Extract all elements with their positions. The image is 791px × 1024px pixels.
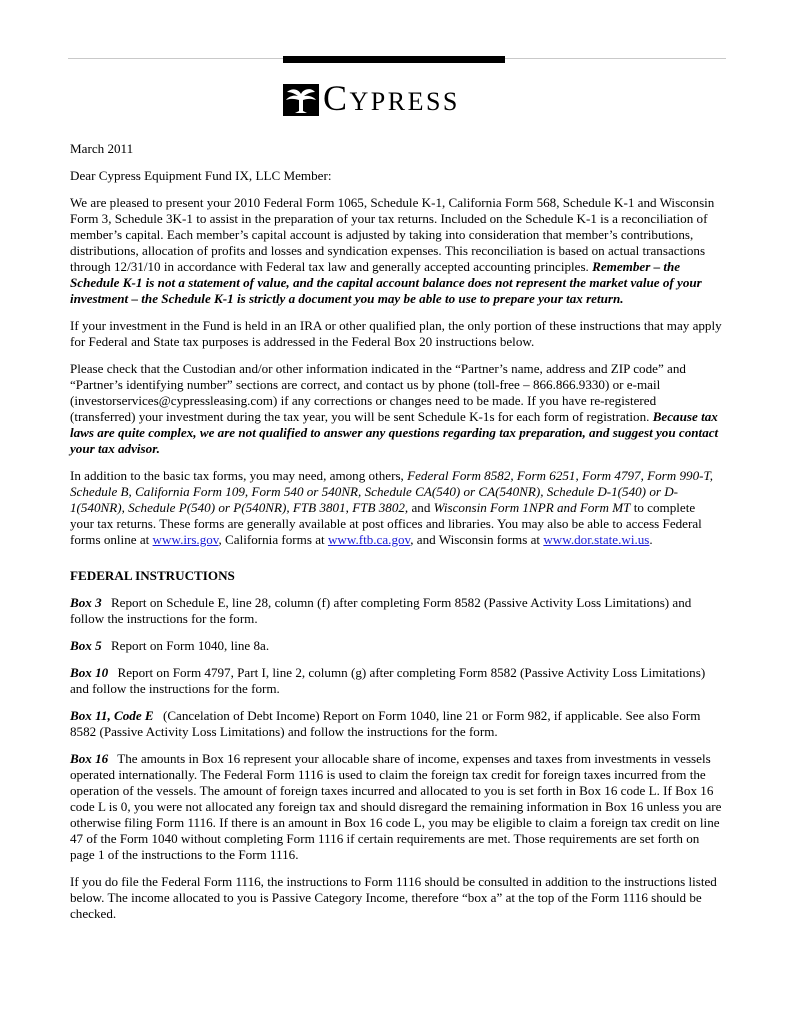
irs-link[interactable]: www.irs.gov <box>152 532 219 547</box>
box-16-instruction: Box 16 The amounts in Box 16 represent your allocable share of income, expenses and taxes from investments in vessels operated internationally. The Federal Form 1116 is used to claim the foreign tax credit for foreign taxes incurred from the operation of the vessels. The amount of foreign taxes incurred and allocated to you is set forth in Box 16 code L. If Box 16 code L is 0, you were not allocated any foreign tax and should disregard the remaining information in Box 16 unless you are otherwise filing Form 1116. If there is an amount in Box 16 code L, you may be eligible to claim a foreign tax credit on line 47 of the Form 1040 without completing Form 1116 if certain requirements are met. Those requirements are set forth on page 1 of the instructions to the Form 1116. <box>70 751 722 862</box>
letter-date: March 2011 <box>70 141 134 156</box>
header-rule-thick <box>283 56 505 63</box>
federal-instructions-heading: FEDERAL INSTRUCTIONS <box>70 568 235 583</box>
tax-advice-disclaimer: Because tax laws are quite complex, we are not qualified to answer any questions regarding tax preparation, and suggest you contact your tax advisor. <box>70 409 719 456</box>
intro-paragraph: We are pleased to present your 2010 Federal Form 1065, Schedule K-1, California Form 568, Schedule K-1 and Wisconsin Form 3, Schedule 3K-1 to assist in the preparation of your tax returns. Included on the Schedule K-1 is a reconciliation of member’s capital. Each member’s capital account is adjusted by taking into consideration that member’s contributions, distributions, allocation of profits and losses and syndication expenses. This reconciliation is based on actual transactions through 12/31/10 in accordance with Federal tax law and generally accepted accounting principles. Remember – the Schedule K-1 is not a statement of value, and the capital account balance does not represent the market value of your investment – the Schedule K-1 is strictly a document you may be able to use to prepare your tax return. <box>70 195 715 306</box>
form-1116-paragraph: If you do file the Federal Form 1116, the instructions to Form 1116 should be consulted in addition to the instructions listed below. The income allocated to you is Passive Category Income, therefore “box a” at the top of the Form 1116 should be checked. <box>70 874 717 921</box>
contact-paragraph: Please check that the Custodian and/or other information indicated in the “Partner’s name, address and ZIP code” and “Partner’s identifying number” sections are correct, and contact us by phone (toll-free – 866.866.9330) or e-mail (investorservices@cypressleasing.com) if any corrections or changes need to be made. If you have re-registered (transferred) your investment during the tax year, you will be sent Schedule K-1s for each form of registration. Because tax laws are quite complex, we are not qualified to answer any questions regarding tax preparation, and suggest you contact your tax advisor. <box>70 361 719 456</box>
company-name: CYPRESS <box>323 78 460 118</box>
company-logo <box>283 80 460 120</box>
dor-link[interactable]: www.dor.state.wi.us <box>543 532 650 547</box>
letter-body <box>70 141 722 933</box>
ira-paragraph: If your investment in the Fund is held in an IRA or other qualified plan, the only portion of these instructions that may apply for Federal and State tax purposes is addressed in the Federal Box 20 instructions below. <box>70 318 722 349</box>
box-5-instruction: Box 5 Report on Form 1040, line 8a. <box>70 638 270 653</box>
k1-disclaimer: Remember – the Schedule K-1 is not a statement of value, and the capital account balance does not represent the market value of your investment – the Schedule K-1 is strictly a document you may be able to use to prepare your tax return. <box>70 259 702 306</box>
box-3-instruction: Box 3 Report on Schedule E, line 28, column (f) after completing Form 8582 (Passive Activity Loss Limitations) and follow the instructions for the form. <box>70 595 692 626</box>
forms-paragraph: In addition to the basic tax forms, you may need, among others, Federal Form 8582, Form 6251, Form 4797, Form 990-T, Schedule B, California Form 109, Form 540 or 540NR, Schedule CA(540) or CA(540NR), Schedule D-1(540) or D-1(540NR), Schedule P(540) or P(540NR), FTB 3801, FTB 3802, and Wisconsin Form 1NPR and Form MT to complete your tax returns. These forms are generally available at post offices and libraries. You may also be able to access Federal forms online at www.irs.gov, California forms at www.ftb.ca.gov, and Wisconsin forms at www.dor.state.wi.us. <box>70 468 714 547</box>
box-11-instruction: Box 11, Code E (Cancelation of Debt Income) Report on Form 1040, line 21 or Form 982, if applicable. See also Form 8582 (Passive Activity Loss Limitations) and follow the instructions for the form. <box>70 708 701 739</box>
cypress-tree-icon <box>283 84 319 116</box>
box-10-instruction: Box 10 Report on Form 4797, Part I, line 2, column (g) after completing Form 8582 (Passive Activity Loss Limitations) and follow the instructions for the form. <box>70 665 706 696</box>
letter-greeting: Dear Cypress Equipment Fund IX, LLC Member: <box>70 168 332 183</box>
ftb-link[interactable]: www.ftb.ca.gov <box>327 532 411 547</box>
